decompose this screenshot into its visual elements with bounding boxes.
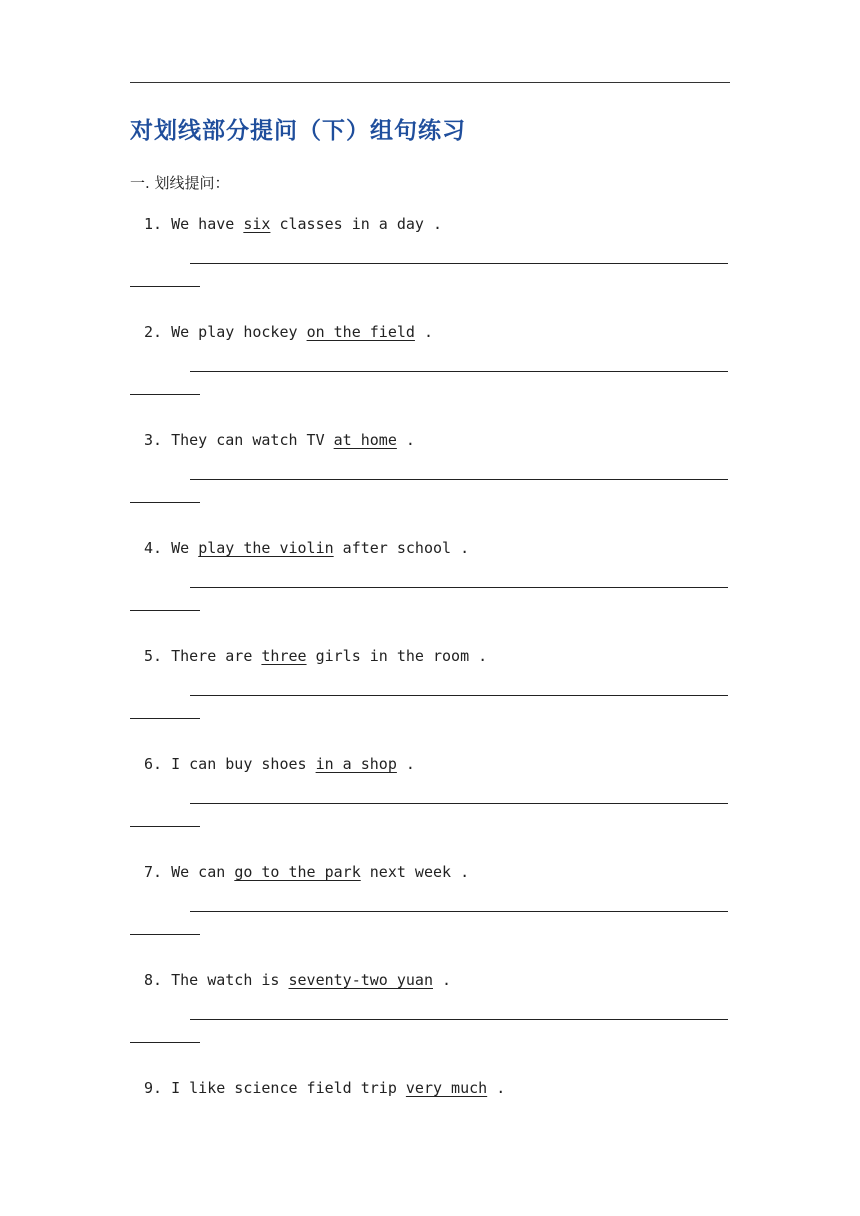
underlined-phrase: at home [333, 431, 397, 449]
top-divider [130, 82, 730, 83]
question-text-before: They can watch TV [171, 431, 334, 449]
answer-line-continuation[interactable] [130, 1042, 200, 1043]
question-number: 5. [144, 647, 163, 665]
underlined-phrase: three [261, 647, 307, 665]
question-text-before: I can buy shoes [171, 755, 316, 773]
question-text-before: We [171, 539, 199, 557]
question-number: 4. [144, 539, 163, 557]
question-text-before: We play hockey [171, 323, 307, 341]
question-text-after: . [414, 323, 433, 341]
question-text-after: next week . [360, 863, 470, 881]
question-item [0, 322, 860, 430]
answer-line[interactable] [190, 695, 728, 696]
answer-line-continuation[interactable] [130, 718, 200, 719]
section-heading: 一. 划线提问： [130, 174, 230, 192]
question-number: 9. [144, 1079, 163, 1097]
question-text-after: after school . [333, 539, 470, 557]
answer-line-continuation[interactable] [130, 286, 200, 287]
question-item [0, 970, 860, 1078]
underlined-phrase: seventy-two yuan [288, 971, 433, 989]
question-text [144, 538, 469, 558]
question-text-before: I like science field trip [171, 1079, 406, 1097]
underlined-phrase: very much [405, 1079, 488, 1097]
question-number: 2. [144, 323, 163, 341]
question-text [144, 322, 433, 342]
question-text [144, 970, 451, 990]
answer-line[interactable] [190, 803, 728, 804]
answer-line-continuation[interactable] [130, 934, 200, 935]
answer-line[interactable] [190, 263, 728, 264]
underlined-phrase: six [243, 215, 271, 233]
question-text-after: . [433, 971, 452, 989]
question-text-after: . [396, 755, 415, 773]
question-text-before: The watch is [171, 971, 289, 989]
question-number: 3. [144, 431, 163, 449]
answer-line-continuation[interactable] [130, 826, 200, 827]
answer-line-continuation[interactable] [130, 394, 200, 395]
question-number: 8. [144, 971, 163, 989]
answer-line[interactable] [190, 479, 728, 480]
page-title: 对划线部分提问（下）组句练习 [130, 117, 466, 144]
question-number: 6. [144, 755, 163, 773]
question-text-after: girls in the room . [306, 647, 488, 665]
answer-line[interactable] [190, 371, 728, 372]
question-text [144, 1078, 505, 1098]
question-item [0, 214, 860, 322]
question-item [0, 646, 860, 754]
question-text-before: We have [171, 215, 244, 233]
question-item [0, 538, 860, 646]
underlined-phrase: in a shop [315, 755, 397, 773]
question-text [144, 430, 415, 450]
underlined-phrase: on the field [306, 323, 415, 341]
question-item [0, 862, 860, 970]
question-text-after: . [487, 1079, 506, 1097]
underlined-phrase: go to the park [234, 863, 361, 881]
question-text-after: . [396, 431, 415, 449]
question-text-before: There are [171, 647, 262, 665]
question-number: 7. [144, 863, 163, 881]
question-text-before: We can [171, 863, 235, 881]
answer-line[interactable] [190, 1019, 728, 1020]
answer-line[interactable] [190, 911, 728, 912]
answer-line-continuation[interactable] [130, 502, 200, 503]
question-item [0, 1078, 860, 1118]
question-text [144, 214, 442, 234]
underlined-phrase: play the violin [198, 539, 334, 557]
question-text [144, 754, 415, 774]
question-text [144, 646, 487, 666]
question-number: 1. [144, 215, 163, 233]
question-text [144, 862, 469, 882]
question-text-after: classes in a day . [270, 215, 443, 233]
question-item [0, 754, 860, 862]
question-item [0, 430, 860, 538]
answer-line[interactable] [190, 587, 728, 588]
answer-line-continuation[interactable] [130, 610, 200, 611]
